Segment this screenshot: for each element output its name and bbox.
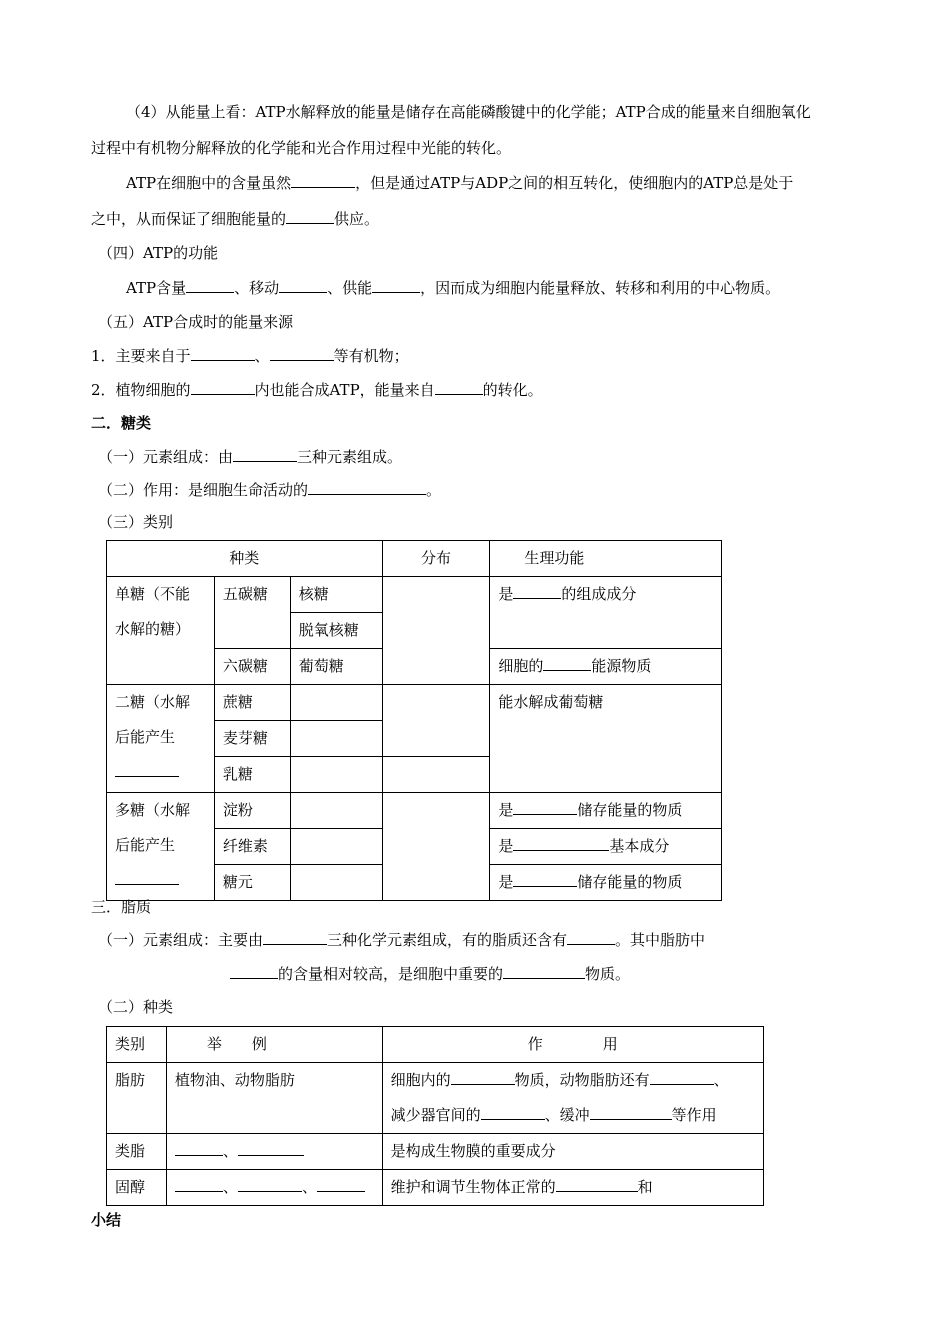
lipoid-cell: 类脂: [107, 1134, 167, 1170]
blank: [115, 762, 179, 777]
blank: [435, 380, 483, 395]
text: 、供能: [327, 279, 373, 297]
sterol-use-cell: [382, 1170, 763, 1206]
blank: [650, 1070, 714, 1085]
monosaccharide-cell: [107, 577, 215, 685]
text: （一）元素组成：由: [98, 448, 234, 466]
hexose-function-cell: [490, 649, 722, 685]
text: 是: [498, 837, 514, 855]
sugar-table: [106, 540, 722, 901]
table-row: [107, 541, 722, 577]
ribose-cell: 核糖: [290, 577, 382, 613]
pentose-function-cell: [490, 577, 722, 649]
header-type: 类别: [107, 1027, 167, 1063]
empty-cell: [290, 793, 382, 829]
text: 等有机物；: [333, 347, 409, 365]
blank: [191, 346, 255, 361]
text: 的组成成分: [561, 585, 637, 603]
text: 是: [498, 873, 514, 891]
blank: [115, 870, 179, 885]
text: 供应。: [334, 210, 380, 228]
lactose-cell: 乳糖: [214, 757, 290, 793]
table-row: [107, 685, 722, 721]
text: 1．主要来自于: [91, 347, 191, 365]
text: 。: [426, 481, 442, 499]
section5-item1: [91, 346, 409, 366]
sugar-heading: 二．糖类: [91, 414, 152, 432]
text: 多糖（水解: [115, 801, 191, 819]
table-row: [107, 1170, 764, 1206]
section5-item2: [91, 380, 543, 400]
text: 维护和调节生物体正常的: [390, 1178, 556, 1196]
text: 等作用: [671, 1106, 717, 1124]
text: 能源物质: [591, 657, 652, 675]
text: 水解的糖）: [115, 620, 191, 638]
section4-title: （四）ATP的功能: [98, 244, 219, 262]
text: 。其中脂肪中: [615, 931, 706, 949]
section4-content: [126, 278, 780, 298]
blank: [567, 930, 615, 945]
text: 、缓冲: [544, 1106, 590, 1124]
pentose-cell: 五碳糖: [214, 577, 290, 649]
text: 后能产生: [115, 836, 176, 854]
para4-line1: （4）从能量上看：ATP水解释放的能量是储存在高能磷酸键中的化学能；ATP合成的能量来自细胞氧化: [126, 103, 811, 121]
lipoid-use-cell: 是构成生物膜的重要成分: [382, 1134, 763, 1170]
fat-cell: 脂肪: [107, 1063, 167, 1134]
maltose-cell: 麦芽糖: [214, 721, 290, 757]
lipid-table: [106, 1026, 764, 1206]
text: 物质，动物脂肪还有: [514, 1071, 650, 1089]
blank: [230, 964, 278, 979]
blank: [372, 278, 420, 293]
blank: [543, 656, 591, 671]
text: 、移动: [234, 279, 280, 297]
text: 物质。: [585, 965, 631, 983]
empty-cell: [290, 829, 382, 865]
fat-use-cell: [382, 1063, 763, 1134]
distribution-cell: [382, 757, 490, 793]
text: 的含量相对较高，是细胞中重要的: [278, 965, 504, 983]
empty-cell: [290, 721, 382, 757]
text: 2．植物细胞的: [91, 381, 191, 399]
sugar-elements: [98, 447, 402, 467]
blank: [503, 964, 585, 979]
blank: [270, 346, 334, 361]
sucrose-cell: 蔗糖: [214, 685, 290, 721]
atp-content-line2: [91, 209, 379, 229]
blank: [186, 278, 234, 293]
distribution-cell: [382, 685, 490, 757]
blank: [513, 872, 577, 887]
sterol-example-cell: [166, 1170, 382, 1206]
text: 内也能合成ATP，能量来自: [254, 381, 435, 399]
starch-cell: 淀粉: [214, 793, 290, 829]
fat-example-cell: 植物油、动物脂肪: [166, 1063, 382, 1134]
table-row: [107, 577, 722, 613]
text: 和: [637, 1178, 653, 1196]
table-row: [107, 1027, 764, 1063]
header-use: 作 用: [382, 1027, 763, 1063]
text: 之中，从而保证了细胞能量的: [91, 210, 287, 228]
blank: [175, 1141, 223, 1156]
lipid-elements-line2: [230, 964, 630, 984]
text: （一）元素组成：主要由: [98, 931, 264, 949]
glucose-cell: 葡萄糖: [290, 649, 382, 685]
empty-cell: [290, 685, 382, 721]
header-example: 举 例: [166, 1027, 382, 1063]
polysaccharide-cell: [107, 793, 215, 901]
distribution-cell: [382, 793, 490, 901]
para4-line2: 过程中有机物分解释放的化学能和光合作用过程中光能的转化。: [91, 139, 512, 157]
text: 、: [254, 347, 270, 365]
hexose-cell: 六碳糖: [214, 649, 290, 685]
table-row: [107, 793, 722, 829]
sterol-cell: 固醇: [107, 1170, 167, 1206]
sugar-categories-title: （三）类别: [98, 513, 174, 531]
lipid-heading: 三．脂质: [91, 898, 152, 916]
text: 细胞的: [498, 657, 544, 675]
blank: [317, 1177, 365, 1192]
text: 、: [222, 1178, 238, 1196]
text: 减少器官间的: [390, 1106, 481, 1124]
disaccharide-function-cell: 能水解成葡萄糖: [490, 685, 722, 793]
blank: [191, 380, 255, 395]
summary-heading: 小结: [91, 1211, 122, 1229]
table-row: [107, 1063, 764, 1134]
blank: [291, 173, 355, 188]
lipid-elements-line1: [98, 930, 705, 950]
text: 三种化学元素组成，有的脂质还含有: [327, 931, 568, 949]
distribution-cell: [382, 577, 490, 685]
blank: [233, 447, 297, 462]
empty-cell: [290, 865, 382, 901]
text: 的转化。: [482, 381, 543, 399]
text: ATP含量: [126, 279, 187, 297]
blank: [556, 1177, 638, 1192]
glycogen-cell: 糖元: [214, 865, 290, 901]
text: 单糖（不能: [115, 585, 191, 603]
cellulose-cell: 纤维素: [214, 829, 290, 865]
text: 基本成分: [609, 837, 670, 855]
lipid-types-title: （二）种类: [98, 998, 174, 1016]
disaccharide-cell: [107, 685, 215, 793]
lipoid-example-cell: [166, 1134, 382, 1170]
text: ，但是通过ATP与ADP之间的相互转化，使细胞内的ATP总是处于: [355, 174, 794, 192]
sugar-function: [98, 480, 441, 500]
table-row: [107, 1134, 764, 1170]
header-kind: 种类: [107, 541, 383, 577]
text: 、: [713, 1071, 729, 1089]
text: 三种元素组成。: [297, 448, 403, 466]
cellulose-function-cell: [490, 829, 722, 865]
atp-content-line1: [126, 173, 793, 193]
text: ATP在细胞中的含量虽然: [126, 174, 292, 192]
deoxyribose-cell: 脱氧核糖: [290, 613, 382, 649]
text: 储存能量的物质: [577, 873, 683, 891]
header-function: 生理功能: [490, 541, 722, 577]
text: 细胞内的: [390, 1071, 451, 1089]
blank: [513, 836, 609, 851]
header-distribution: 分布: [382, 541, 490, 577]
text: 、: [222, 1142, 238, 1160]
blank: [451, 1070, 515, 1085]
text: 是: [498, 585, 514, 603]
blank: [513, 800, 577, 815]
blank: [238, 1141, 304, 1156]
text: 后能产生: [115, 728, 176, 746]
empty-cell: [290, 757, 382, 793]
text: 二糖（水解: [115, 693, 191, 711]
blank: [308, 480, 426, 495]
text: 储存能量的物质: [577, 801, 683, 819]
blank: [286, 209, 334, 224]
starch-function-cell: [490, 793, 722, 829]
blank: [263, 930, 327, 945]
text: ，因而成为细胞内能量释放、转移和利用的中心物质。: [420, 279, 781, 297]
blank: [279, 278, 327, 293]
text: 是: [498, 801, 514, 819]
blank: [590, 1105, 672, 1120]
text: 、: [301, 1178, 317, 1196]
blank: [175, 1177, 223, 1192]
blank: [513, 584, 561, 599]
section5-title: （五）ATP合成时的能量来源: [98, 313, 294, 331]
glycogen-function-cell: [490, 865, 722, 901]
blank: [481, 1105, 545, 1120]
text: （二）作用：是细胞生命活动的: [98, 481, 309, 499]
blank: [238, 1177, 302, 1192]
